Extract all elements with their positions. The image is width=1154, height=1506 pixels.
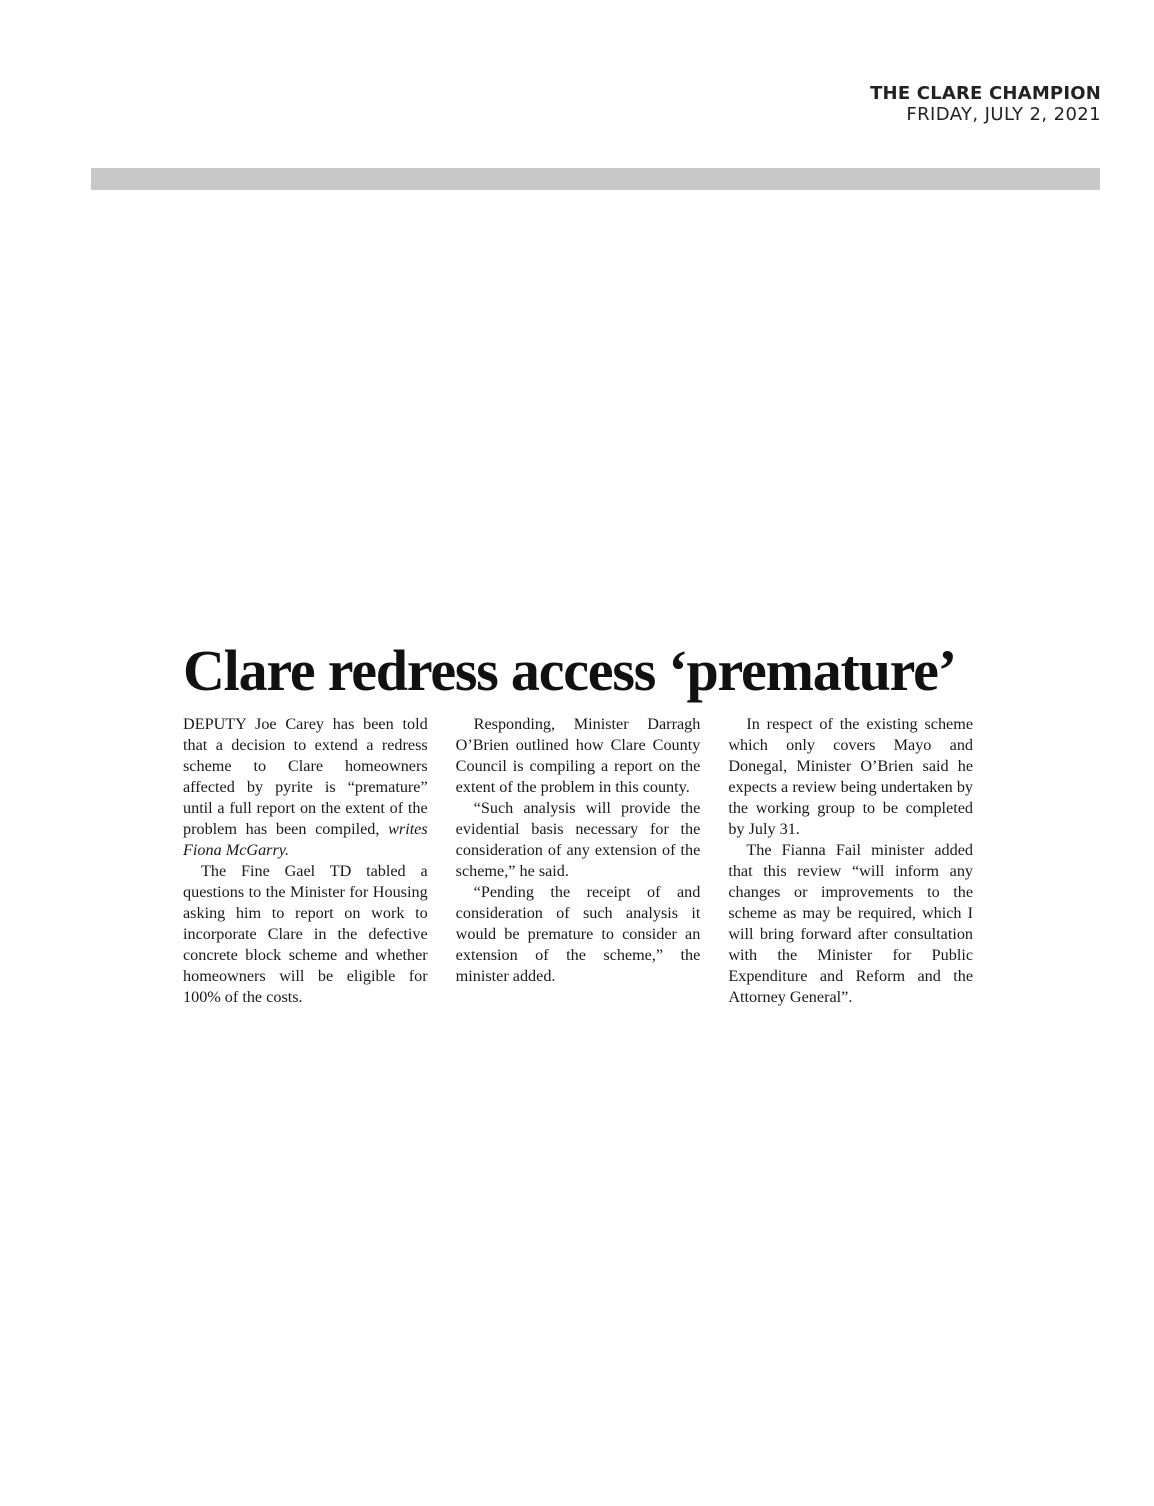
- publication-date: FRIDAY, JULY 2, 2021: [906, 103, 1101, 125]
- masthead: [870, 84, 1101, 125]
- article-paragraph: The Fine Gael TD tabled a questions to the Minister for Housing asking him to report on work to incorporate Clare in the defective concrete block scheme and whether homeowners will be eligible for 100% of the costs.: [183, 862, 428, 1006]
- header-rule-bar: [91, 168, 1100, 190]
- article-columns: [183, 714, 973, 1008]
- article-column-3: [728, 714, 973, 1008]
- article-paragraph: Responding, Minister Darragh O’Brien outlined how Clare County Council is compiling a report on the extent of the problem in this county.: [455, 715, 701, 796]
- newspaper-name: THE CLARE CHAMPION: [870, 83, 1101, 104]
- byline: writes Fiona McGarry.: [183, 820, 428, 859]
- article-paragraph: [183, 714, 428, 861]
- article-column-1: [183, 714, 428, 1008]
- article-paragraph: “Such analysis will provide the evidential basis necessary for the consideration of any extension of the scheme,” he said.: [455, 799, 701, 880]
- article-column-2: [456, 714, 701, 1008]
- article-headline: Clare redress access ‘premature’: [183, 638, 956, 703]
- article-paragraph: The Fianna Fail minister added that this review “will inform any changes or improvements to the scheme as may be required, which I will bring forward after consultation with the Minister for Public Expenditure and Reform and the Attorney General”.: [728, 841, 974, 1006]
- article-paragraph: “Pending the receipt of and consideration of such analysis it would be premature to consider an extension of the scheme,” the minister added.: [455, 883, 701, 985]
- article-paragraph: In respect of the existing scheme which only covers Mayo and Donegal, Minister O’Brien said he expects a review being undertaken by the working group to be completed by July 31.: [728, 715, 974, 838]
- lead-text: DEPUTY Joe Carey has been told that a decision to extend a redress scheme to Clare homeowners affected by pyrite is “premature” until a full report on the extent of the problem has been compiled,: [183, 715, 428, 838]
- article-clipping: [183, 636, 973, 1008]
